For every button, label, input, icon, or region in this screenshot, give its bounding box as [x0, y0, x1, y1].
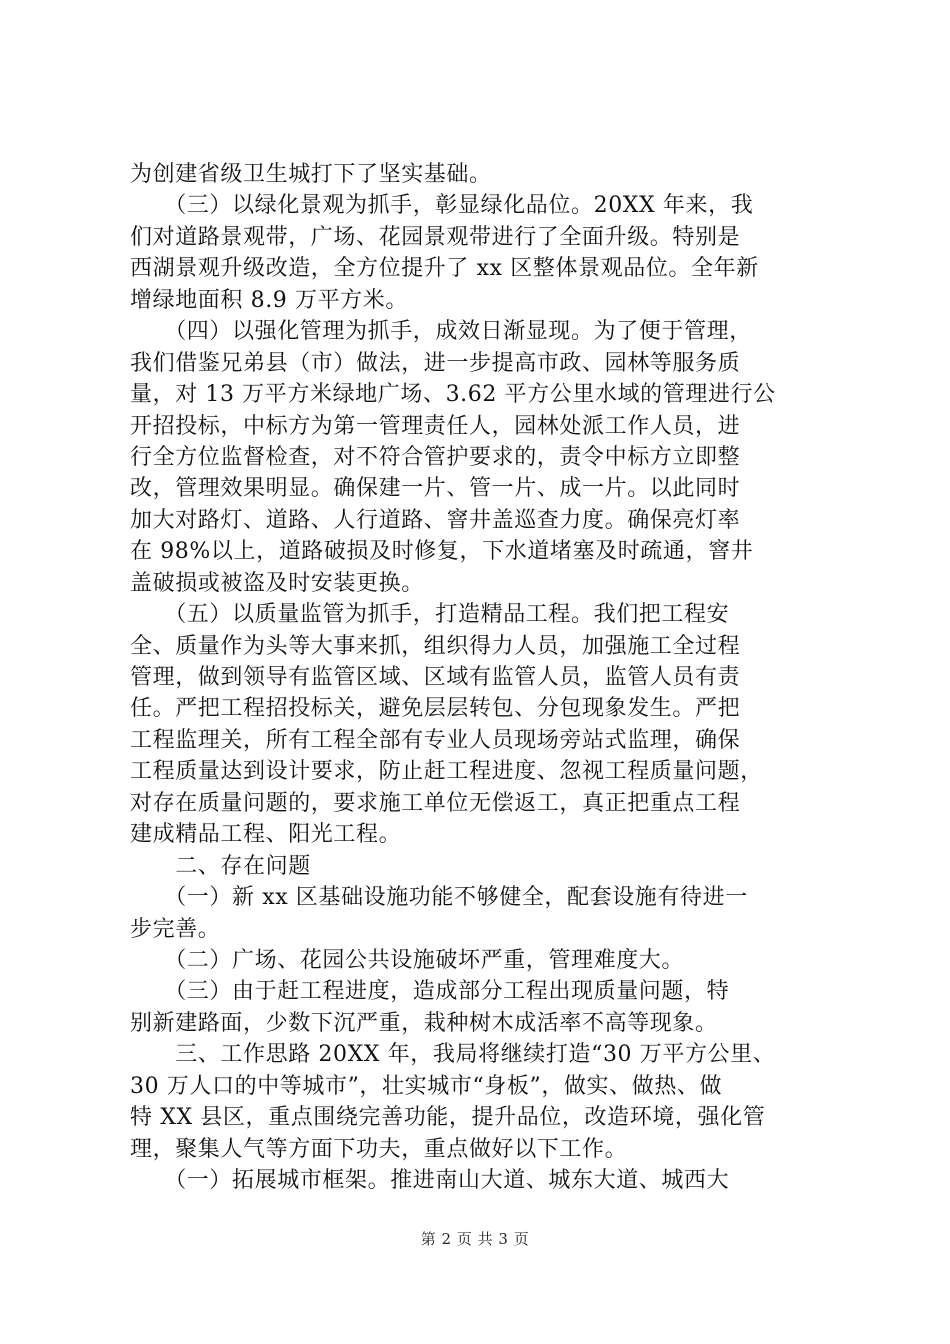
text-line: 三、工作思路 20XX 年，我局将继续打造“30 万平方公里、 [130, 1042, 776, 1067]
text-line: 特 XX 县区，重点围绕完善功能，提升品位，改造环境，强化管 [130, 1105, 766, 1130]
text-line: （三）由于赶工程进度，造成部分工程出现质量问题，特 [130, 979, 730, 1004]
text-line: 管理，做到领导有监管区域、区域有监管人员，监管人员有责 [130, 665, 741, 690]
text-line: 增绿地面积 8.9 万平方米。 [130, 288, 408, 313]
text-line: 为创建省级卫生城打下了坚实基础。 [130, 162, 492, 187]
text-line: 行全方位监督检查，对不符合管护要求的，责令中标方立即整 [130, 445, 741, 470]
text-line: 步完善。 [130, 917, 221, 942]
text-line: （一）新 xx 区基础设施功能不够健全，配套设施有待进一 [130, 885, 748, 910]
text-line: （三）以绿化景观为抓手，彰显绿化品位。20XX 年来，我 [130, 193, 754, 218]
text-line: 盖破损或被盗及时安装更换。 [130, 571, 424, 596]
text-line: 对存在质量问题的，要求施工单位无偿返工，真正把重点工程 [130, 791, 741, 816]
text-line: 建成精品工程、阳光工程。 [130, 822, 402, 847]
text-line: 开招投标，中标方为第一管理责任人，园林处派工作人员，进 [130, 414, 741, 439]
text-line: 工程监理关，所有工程全部有专业人员现场旁站式监理，确保 [130, 728, 741, 753]
text-line: 西湖景观升级改造，全方位提升了 xx 区整体景观品位。全年新 [130, 256, 759, 281]
text-line: 量，对 13 万平方米绿地广场、3.62 平方公里水域的管理进行公 [130, 382, 776, 407]
text-line: 任。严把工程招投标关，避免层层转包、分包现象发生。严把 [130, 696, 741, 721]
text-line: （四）以强化管理为抓手，成效日渐显现。为了便于管理， [130, 319, 752, 344]
section-heading: 二、存在问题 [130, 854, 311, 879]
text-line: 改，管理效果明显。确保建一片、管一片、成一片。以此同时 [130, 476, 741, 501]
text-line: （二）广场、花园公共设施破坏严重，管理难度大。 [130, 948, 685, 973]
text-line: 加大对路灯、道路、人行道路、窨井盖巡查力度。确保亮灯率 [130, 508, 741, 533]
page-footer: 第 2 页 共 3 页 [420, 1230, 530, 1248]
text-line: 理，聚集人气等方面下功夫，重点做好以下工作。 [130, 1137, 628, 1162]
text-line: 们对道路景观带，广场、花园景观带进行了全面升级。特别是 [130, 225, 741, 250]
text-line: 全、质量作为头等大事来抓，组织得力人员，加强施工全过程 [130, 634, 741, 659]
text-line: （一）拓展城市框架。推进南山大道、城东大道、城西大 [130, 1168, 730, 1193]
text-line: 别新建路面，少数下沉严重，栽种树木成活率不高等现象。 [130, 1011, 718, 1036]
text-line: （五）以质量监管为抓手，打造精品工程。我们把工程安 [130, 602, 730, 627]
text-line: 在 98%以上，道路破损及时修复，下水道堵塞及时疏通，窨井 [130, 539, 754, 564]
text-line: 30 万人口的中等城市”，壮实城市“身板”，做实、做热、做 [130, 1074, 723, 1099]
text-line: 我们借鉴兄弟县（市）做法，进一步提高市政、园林等服务质 [130, 351, 741, 376]
text-line: 工程质量达到设计要求，防止赶工程进度、忽视工程质量问题， [130, 759, 763, 784]
